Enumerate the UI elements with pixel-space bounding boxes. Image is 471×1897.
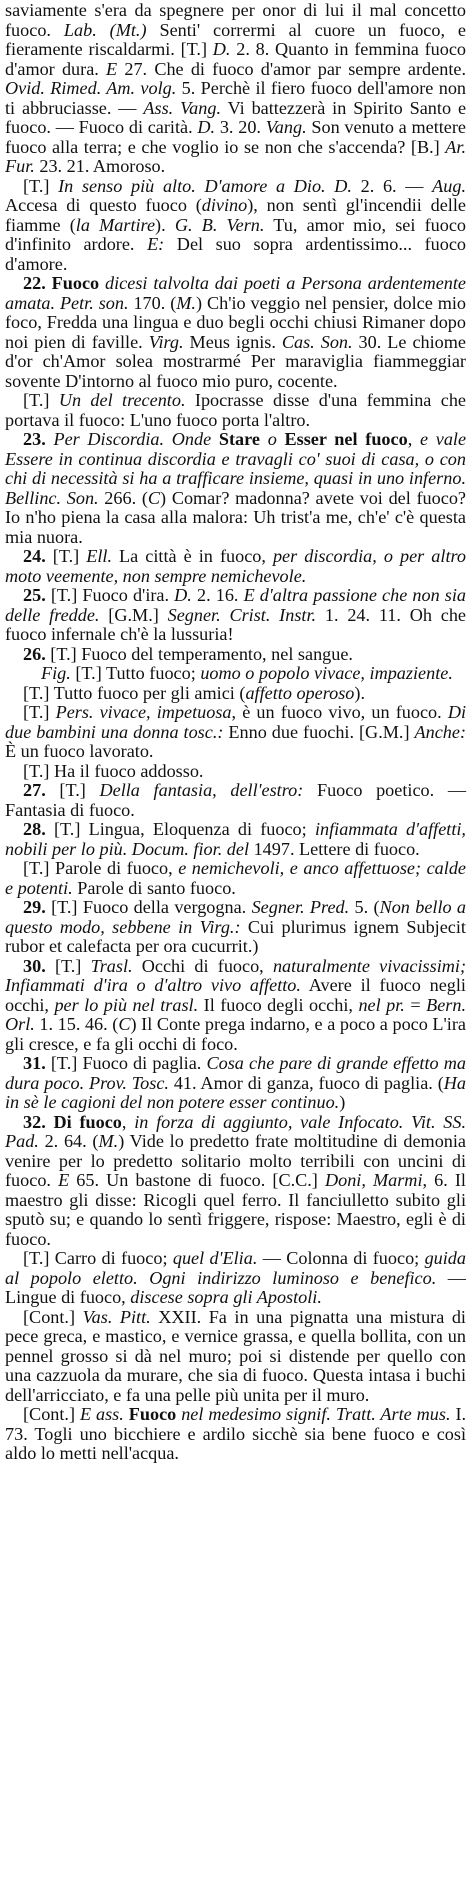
entry-paragraph [5,645,466,665]
italic-text: e vale Essere in continua discordia e travagli co' suoi di casa, o con chi di necessità si ha a trafficare insieme, quasi in uno inferno. Bellinc. Son. [5,429,467,508]
entry-paragraph [5,703,466,762]
headword-text: 22. Fuoco [23,273,100,293]
body-text: , [121,1111,135,1132]
entry-paragraph [5,391,466,430]
entry-paragraph [5,957,466,1055]
entry-paragraph [5,684,466,704]
body-text: [T.] Ha il fuoco addosso. [23,760,204,781]
italic-text: In senso più alto. D'amore a Dio. D. [58,175,352,196]
entry-paragraph [5,177,466,275]
italic-text: divino [201,195,248,215]
headword-text: 27. [23,780,46,800]
headword-text: Esser nel fuoco [284,429,408,449]
italic-text: Aug. [432,175,467,196]
body-text: I. 73. Togli uno bicchiere e ardilo sicchè sia bene fuoco e così aldo lo metti nell'acqua. [5,1404,467,1463]
body-text: 1. 24. 11. Oh che fuoco infernale ch'è la lussuria! [5,604,466,644]
body-text: ) Vide lo predetto frate moltitudine di demonia venire per lo predetto solitario molto terribili con uncini di fuoco. [5,1131,467,1190]
body-text: = [404,994,427,1015]
italic-text: Ovid. Rimed. Am. volg. [5,78,177,98]
italic-text: Di due bambini una donna tosc.: [5,702,466,742]
italic-text: per discordia, o per altro moto veemente, non sempre nemichevole. [5,546,466,586]
italic-text: discese sopra gli Apostoli. [130,1287,322,1307]
italic-text: Trasl. [90,955,133,976]
body-text: 23. 21. Amoroso. [34,156,166,176]
italic-text: guida al popolo eletto. Ogni indirizzo luminoso e benefico. [5,1248,466,1288]
headword-text: 23. [23,429,46,449]
body-text: [T.] [45,546,87,566]
italic-text: Doni, Marmi [324,1170,423,1190]
entry-paragraph [5,586,466,645]
body-text: ) Comar? madonna? avete voi del fuoco? Io n'ho piena la casa alla malora: Uh trist'a me, ch'e' c'è questa mia nuora. [5,487,466,547]
italic-text: uomo o popolo vivace, impaziente. [200,663,453,683]
body-text: Fuoco poetico. — Fantasia di fuoco. [5,780,467,820]
body-text: — Lingue di fuoco, [5,1267,466,1307]
body-text: 41. Amor di ganza, fuoco di paglia. ( [168,1072,444,1093]
body-text: È un fuoco lavorato. [5,741,154,761]
entry-paragraph [5,547,466,586]
body-text: Il fuoco degli occhi, [198,994,359,1015]
body-text: [G.M.] [99,604,168,625]
body-text: [T.] [45,780,100,800]
body-text: [T.] Tutto fuoco; [70,663,201,683]
italic-text: quel d'Elia. [172,1248,258,1268]
italic-text: M. [98,1131,119,1151]
entry-paragraph [5,430,466,547]
body-text: Tu, amor mio, sei fuoco d'infinito ardore. [5,214,466,254]
italic-text: E ass. [79,1404,124,1424]
italic-text: M. [176,292,196,313]
italic-text: Non bello a questo modo, sebbene in Virg.: [5,897,467,937]
italic-text: Lab. (Mt.) [63,19,147,40]
italic-text: e nemichevoli, e anco affettuose; calde e potenti. [5,858,466,898]
body-text: 65. Un bastone di fuoco. [C.C.] [69,1170,325,1190]
body-text: Meus ignis. [183,331,282,352]
headword-text: 29. [23,897,46,917]
body-text: ) Il Conte prega indarno, e a poco a poco L'ira gli cresce, e fa gli occhi di foco. [5,1014,466,1054]
body-text: 5. ( [349,897,380,917]
italic-text: la Martire [75,214,156,235]
body-text: 2. 16. [191,585,244,605]
italic-text: C [147,487,161,508]
body-text: [T.] Carro di fuoco; [23,1248,173,1268]
body-text: 1. 15. 46. ( [34,1014,119,1034]
italic-text: D. [174,585,192,605]
italic-text: in forza di aggiunto, vale Infocato. Vit. SS. Pad. [5,1111,466,1151]
italic-text: Ar. Fur. [5,136,466,176]
headword-text: 31. [23,1053,46,1073]
body-text: [T.] Tutto fuoco per gli amici ( [23,682,246,703]
italic-text: affetto operoso [245,682,355,703]
headword-text: 30. [23,955,46,976]
italic-text: Ha in sè le cagioni del non potere esser continuo. [5,1072,466,1112]
body-text: 1497. Lettere di fuoco. [249,838,420,859]
italic-text: per lo più nel trasl. [54,994,199,1015]
body-text: 266. ( [98,487,148,508]
body-text: [T.] [23,175,59,196]
entry-paragraph [5,664,466,684]
body-text: Parole di santo fuoco. [72,877,236,898]
body-text: [T.] Fuoco d'ira. [45,585,175,605]
italic-text: D. [197,117,216,137]
headword-text: Fuoco [128,1404,177,1424]
italic-text: Vas. Pitt. [82,1306,151,1327]
headword-text: 32. Di fuoco [23,1111,122,1132]
italic-text: Cas. Son. [281,331,353,352]
body-text: Senti' corrermi al cuore un fuoco, e fieramente riscaldarmi. [T.] [5,19,466,59]
body-text: 2. 64. ( [38,1131,99,1151]
italic-text: naturalmente vivacissimi; Infiammati d'ira o d'altro vivo affetto. [5,955,467,995]
body-text: [T.] [45,955,91,976]
body-text: 30. Le chiome d'or ch'Amor solea mostrarmé Per maraviglia fiammeggiar sovente D'intorno al fuoco mio puro, cocente. [5,331,466,391]
entry-paragraph [5,1308,466,1406]
italic-text: E [58,1170,70,1190]
body-text: [T.] Fuoco di paglia. [45,1053,207,1073]
body-text [260,429,268,449]
body-text: [T.] Parole di fuoco, [23,858,179,878]
body-text: La città è in fuoco, [112,546,273,566]
body-text: 170. ( [128,292,177,313]
entry-paragraph [5,274,466,391]
entry-paragraph [5,1405,466,1464]
italic-text: o [267,429,277,449]
body-text: [T.] Lingua, Eloquenza di fuoco; [45,819,315,839]
body-text: Enno due fuochi. [G.M.] [223,721,415,742]
entry-paragraph [5,1054,466,1113]
italic-text: C [118,1014,131,1034]
italic-text: Un del trecento. [58,390,186,410]
body-text: 27. Che di fuoco d'amor par sempre ardente. [117,58,466,79]
headword-text: 24. [23,546,46,566]
body-text: Occhi di fuoco, [132,955,273,976]
entry-paragraph [5,820,466,859]
italic-text: dicesi talvolta dai poeti a Persona ardentemente amata. Petr. son. [5,273,467,313]
italic-text: Segner. Pred. [251,897,350,917]
body-text: ). [155,214,175,235]
italic-text: Fig. [41,663,71,683]
body-text: ) Ch'io veggio nel pensier, dolce mio foco, Fredda una lingua e duo begli occhi chiusi Rimaner dopo noi pien di faville. [5,292,466,352]
body-text: Del suo sopra ardentissimo... fuoco d'amore. [5,234,466,274]
italic-text: nel pr. [358,994,405,1015]
body-text: Avere il fuoco negli occhi, [5,975,466,1015]
italic-text: Ell. [86,546,113,566]
italic-text: Virg. [148,331,184,352]
body-text [277,429,285,449]
italic-text: G. B. Vern. [174,214,265,235]
body-text: saviamente s'era da spegnere per onor di lui il mal concetto fuoco. [5,0,466,40]
italic-text: Vang. [265,117,307,137]
headword-text: 26. [23,643,46,664]
italic-text: nel medesimo signif. Tratt. Arte mus. [181,1404,451,1424]
body-text: , è un fuoco vivo, un fuoco. [231,702,448,722]
italic-text: infiammata d'affetti, nobili per lo più. Docum. fior. del [5,819,466,859]
italic-text: Ass. Vang. [143,97,222,118]
italic-text: D. [212,39,231,59]
body-text: 5. Perchè il fiero fuoco dell'amore non ti abbruciasse. — [5,78,467,118]
entry-paragraph [5,781,466,820]
body-text: — Colonna di fuoco; [257,1248,425,1268]
italic-text: Della fantasia, dell'estro: [99,780,304,800]
body-text: [T.] Fuoco del temperamento, nel sangue. [45,643,353,664]
body-text: Vi battezzerà in Spirito Santo e fuoco. — Fuoco di carità. [5,97,467,137]
italic-text: E d'altra passione che non sia delle fredde. [5,585,466,625]
body-text: [T.] Fuoco della vergogna. [45,897,252,917]
body-text: [T.] [23,702,56,722]
headword-text: Stare [218,429,260,449]
body-text: Accesa di questo fuoco ( [5,195,202,215]
body-text: ), non sentì gl'incendii delle fiamme ( [5,195,466,235]
italic-text: Bern. Orl. [5,994,467,1034]
entry-paragraph [5,859,466,898]
italic-text: E [106,58,118,79]
italic-text: E: [147,234,165,254]
body-text: Ipocrasse disse d'una femmina che portava il fuoco: L'uno fuoco porta l'altro. [5,390,466,430]
entry-paragraph [5,1,466,177]
italic-text: Cosa che pare di grande effetto ma dura poco. Prov. Tosc. [5,1053,466,1093]
body-text: 2. 8. Quanto in femmina fuoco d'amor dura. [5,39,466,79]
entry-paragraph [5,762,466,782]
body-text: [Cont.] [23,1404,80,1424]
italic-text: Segner. Crist. Instr. [167,604,317,625]
body-text: , 6. Il maestro gli disse: Ricogli quel ferro. Il fanciulletto subito gli sputò su; e quando lo sentì friggere, rispose: Maestro, egli è di fuoco. [5,1170,466,1249]
body-text: Son venuto a mettere fuoco alla terra; e che voglio io se non che s'accenda? [B.] [5,117,467,157]
body-text [211,429,219,449]
body-text: XXII. Fa in una pignatta una mistura di pece greca, e mastico, e vernice grassa, e quella bollita, con un pennel grosso si dà nel muro; poi si distende per quello con una cazzuola da murare, che sia di fuoco. Questa intasa i buchi dell'arricciato, e fa una pelle più unita per il muro. [5,1306,466,1405]
entry-paragraph [5,1113,466,1250]
body-text: 2. 6. — [351,175,433,196]
body-text: 3. 20. [215,117,266,137]
body-text: ). [354,682,365,703]
body-text: , [407,429,420,449]
body-text: Cui plurimus ignem Subjecit rubor et calefacta per ora cucurrit.) [5,916,466,956]
headword-text: 25. [23,585,46,605]
italic-text: Per Discordia. Onde [53,429,212,449]
entry-paragraph [5,898,466,957]
body-text: [T.] [23,390,59,410]
italic-text: Pers. vivace, impetuosa [55,702,232,722]
body-text: ) [339,1092,346,1112]
headword-text: 28. [23,819,46,839]
body-text: [Cont.] [23,1306,83,1327]
italic-text: Anche: [414,721,466,742]
entry-paragraph [5,1249,466,1308]
